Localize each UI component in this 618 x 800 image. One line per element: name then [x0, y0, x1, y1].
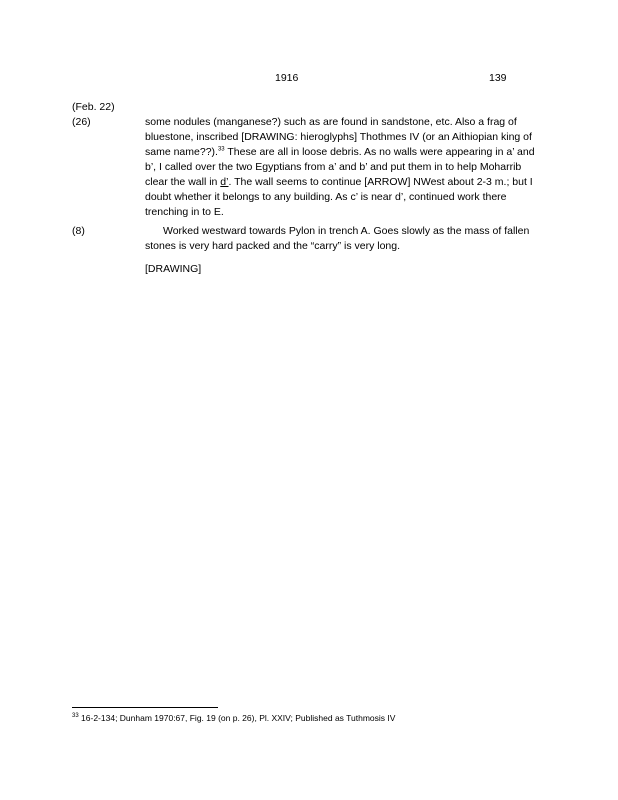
underlined-label: d’ [220, 176, 229, 188]
footnote [72, 713, 552, 724]
footnote-ref[interactable]: 33 [217, 146, 225, 153]
entry-text-part2: These are all in loose debris. As no walls were appearing in a’ and b’, I called over the two Egyptians from a’ and b’ and put them in to help Moharrib clear the wall in [145, 146, 535, 188]
footnote-divider [72, 707, 218, 708]
footnote-number: 33 [72, 713, 79, 720]
entry-margin-1 [72, 100, 115, 130]
workers-count-label: (26) [72, 116, 91, 128]
workers-count-label: (8) [72, 225, 85, 237]
header-year: 1916 [275, 72, 299, 84]
entry-margin-2 [72, 224, 85, 239]
entry-text-part1: some nodules (manganese?) such as are found in sandstone, etc. Also a frag of bluestone, inscribed [DRAWING: hieroglyphs] Thothmes IV (or an Aithiopian king of same name??). [145, 116, 532, 158]
page-number: 139 [489, 72, 507, 84]
entry-text-1 [145, 115, 545, 220]
footnote-text: 16-2-134; Dunham 1970:67, Fig. 19 (on p. 26), Pl. XXIV; Published as Tuthmosis IV [78, 713, 396, 723]
entry-text-part3: . The wall seems to continue [ARROW] NWest about 2-3 m.; but I doubt whether it belongs to any building. As c’ is near d’, continued work there trenching in to E. [145, 176, 533, 218]
entry-text-2: Worked westward towards Pylon in trench A. Goes slowly as the mass of fallen stones is very hard packed and the “carry” is very long. [145, 225, 530, 252]
drawing-placeholder: [DRAWING] [145, 263, 202, 275]
date-label: (Feb. 22) [72, 101, 115, 113]
